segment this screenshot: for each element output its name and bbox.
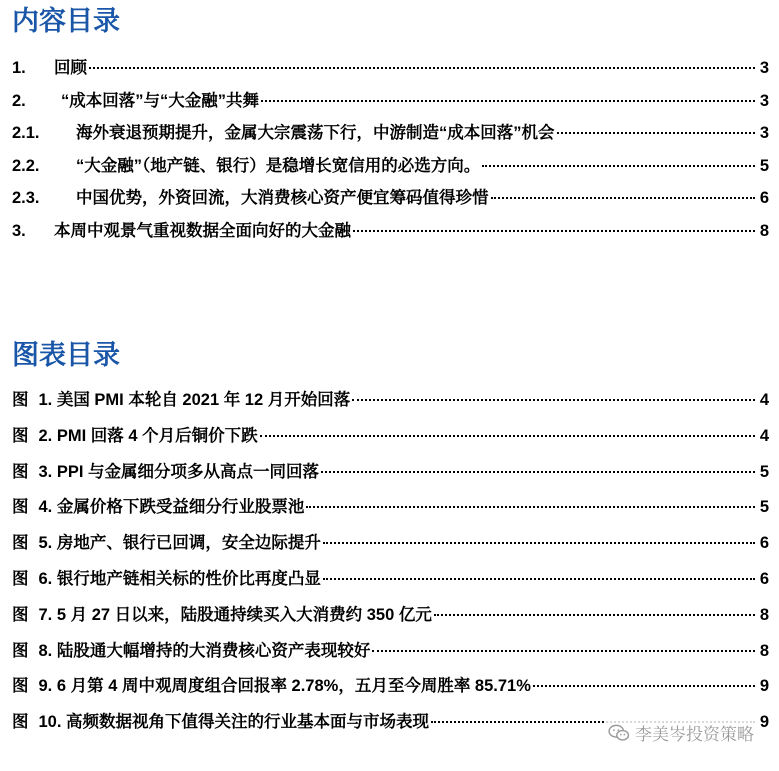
dot-leader xyxy=(482,165,755,167)
figure-entry-page: 4 xyxy=(759,391,769,409)
figure-entry-page: 8 xyxy=(759,605,769,624)
figure-prefix: 图 xyxy=(12,534,29,553)
toc-title: 内容目录 xyxy=(12,6,120,37)
figure-prefix: 图 xyxy=(12,641,29,660)
dot-leader xyxy=(260,435,755,437)
figure-entry[interactable] xyxy=(12,529,769,565)
figure-prefix: 图 xyxy=(12,391,29,409)
figure-entry-text: 8. 陆股通大幅增持的大消费核心资产表现较好 xyxy=(38,641,371,660)
toc-entry-page: 5 xyxy=(759,156,769,175)
figure-entry-page: 9 xyxy=(759,713,769,732)
figure-entry-text: 3. PPI 与金属细分项多从高点一同回落 xyxy=(38,462,320,481)
figure-prefix: 图 xyxy=(12,713,29,732)
figure-prefix: 图 xyxy=(12,569,29,588)
toc-entry-number: 2.3. xyxy=(12,189,40,207)
toc-entry-page: 6 xyxy=(759,189,769,207)
toc-entry[interactable] xyxy=(12,54,769,87)
toc-entry[interactable] xyxy=(12,87,769,120)
figure-entry[interactable] xyxy=(12,422,769,458)
watermark xyxy=(605,720,757,745)
figure-entry-page: 6 xyxy=(759,534,769,553)
toc-entry-text: 本周中观景气重视数据全面向好的大金融 xyxy=(54,221,351,240)
figure-entry-text: 5. 房地产、银行已回调，安全边际提升 xyxy=(38,534,321,553)
figures-title: 图表目录 xyxy=(12,340,120,371)
figure-entry[interactable] xyxy=(12,672,769,708)
figure-entry-text: 10. 高频数据视角下值得关注的行业基本面与市场表现 xyxy=(38,713,430,732)
figure-entry-text: 1. 美国 PMI 本轮自 2021 年 12 月开始回落 xyxy=(38,391,351,409)
figure-entry-text: 6. 银行地产链相关标的性价比再度凸显 xyxy=(38,569,321,588)
dot-leader xyxy=(323,542,755,544)
figure-entry-text: 4. 金属价格下跌受益细分行业股票池 xyxy=(38,498,305,517)
toc-list xyxy=(12,54,769,249)
figure-entry[interactable] xyxy=(12,386,769,422)
figure-prefix: 图 xyxy=(12,677,29,696)
figure-entry[interactable] xyxy=(12,637,769,673)
dot-leader xyxy=(491,197,756,199)
toc-entry-text: 中国优势，外资回流，大消费核心资产便宜筹码值得珍惜 xyxy=(76,189,489,207)
dot-leader xyxy=(434,614,755,616)
figure-entry[interactable] xyxy=(12,493,769,529)
watermark-text: 李美岑投资策略 xyxy=(635,725,754,745)
figure-entry-text: 2. PMI 回落 4 个月后铜价下跌 xyxy=(38,426,258,445)
dot-leader xyxy=(323,578,755,580)
toc-entry-number: 3. xyxy=(12,221,26,240)
figure-entry-page: 5 xyxy=(759,498,769,517)
toc-entry[interactable] xyxy=(12,152,769,185)
toc-entry-text: 回顾 xyxy=(54,59,87,77)
dot-leader xyxy=(321,471,755,473)
dot-leader xyxy=(89,67,755,69)
toc-entry-text: “大金融”（地产链、银行）是稳增长宽信用的必选方向。 xyxy=(76,156,481,175)
dot-leader xyxy=(352,399,755,401)
figure-prefix: 图 xyxy=(12,605,29,624)
toc-entry[interactable] xyxy=(12,217,769,250)
toc-entry-page: 3 xyxy=(759,124,769,142)
dot-leader xyxy=(557,132,756,134)
toc-entry-number: 1. xyxy=(12,59,26,77)
figure-entry-page: 8 xyxy=(759,641,769,660)
figure-entry-page: 6 xyxy=(759,569,769,588)
figure-entry[interactable] xyxy=(12,601,769,637)
toc-entry-text: 海外衰退预期提升，金属大宗震荡下行，中游制造“成本回落”机会 xyxy=(76,124,555,142)
dot-leader xyxy=(533,685,755,687)
figure-entry[interactable] xyxy=(12,565,769,601)
figure-entry-text: 7. 5 月 27 日以来，陆股通持续买入大消费约 350 亿元 xyxy=(38,605,432,624)
wechat-icon xyxy=(608,724,630,742)
figure-entry-page: 4 xyxy=(759,426,769,445)
dot-leader xyxy=(372,650,755,652)
figure-prefix: 图 xyxy=(12,462,29,481)
figure-entry[interactable] xyxy=(12,458,769,494)
toc-entry-text: “成本回落”与“大金融”共舞 xyxy=(61,91,259,110)
toc-entry-page: 3 xyxy=(759,59,769,77)
figure-entry-text: 9. 6 月第 4 周中观周度组合回报率 2.78%，五月至今周胜率 85.71% xyxy=(38,677,531,696)
toc-entry-number: 2.2. xyxy=(12,156,40,175)
figure-entry-page: 9 xyxy=(759,677,769,696)
toc-entry-number: 2. xyxy=(12,91,26,110)
toc-entry[interactable] xyxy=(12,184,769,217)
toc-entry-page: 8 xyxy=(759,221,769,240)
figure-prefix: 图 xyxy=(12,498,29,517)
figure-entry-page: 5 xyxy=(759,462,769,481)
toc-entry-number: 2.1. xyxy=(12,124,40,142)
dot-leader xyxy=(261,100,755,102)
dot-leader xyxy=(306,506,755,508)
figures-list xyxy=(12,386,769,744)
toc-entry[interactable] xyxy=(12,119,769,152)
figure-prefix: 图 xyxy=(12,426,29,445)
dot-leader xyxy=(353,230,755,232)
toc-entry-page: 3 xyxy=(759,91,769,110)
